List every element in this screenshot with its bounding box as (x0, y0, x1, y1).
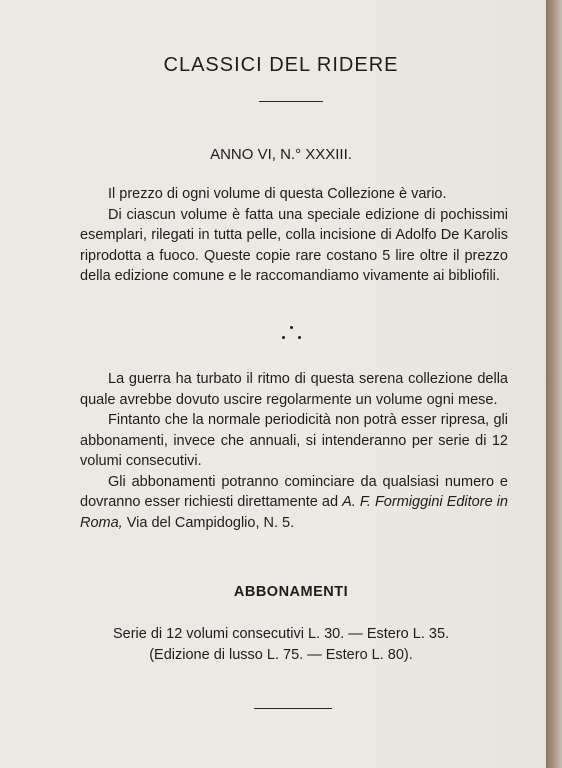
subscription-start-paragraph (80, 472, 508, 534)
subscription-price-standard: Serie di 12 volumi consecutivi L. 30. — Estero L. 35. (112, 626, 450, 642)
title-divider (259, 101, 323, 102)
subscription-start-text: Gli abbonamenti potranno cominciare da qualsiasi numero e dovranno esser richiesti direttamente ad (80, 473, 508, 510)
war-notice-section (80, 369, 508, 533)
page-title: CLASSICI DEL RIDERE (163, 54, 399, 76)
intro-section (80, 184, 508, 287)
intro-price-paragraph: Il prezzo di ogni volume di questa Collezione è vario. (108, 186, 447, 202)
bottom-divider (254, 708, 332, 709)
war-notice-paragraph: La guerra ha turbato il ritmo di questa serena collezione della quale avrebbe dovuto uscire regolarmente un volume ogni mese. (80, 371, 508, 408)
subscription-price-luxury: (Edizione di lusso L. 75. — Estero L. 80). (149, 647, 413, 663)
publisher-name: A. F. Formiggini Editore in Roma, (80, 494, 508, 531)
issue-number: ANNO VI, N.° XXXIII. (210, 146, 352, 163)
asterism-ornament (279, 326, 307, 342)
subscriptions-heading: ABBONAMENTI (233, 584, 349, 600)
intro-luxury-edition-paragraph: Di ciascun volume è fatta una speciale edizione di pochissimi esemplari, rilegati in tutta pelle, colla incisione di Adolfo De Karolis riprodotta a fuoco. Queste copie rare costano 5 lire oltre il prezzo della edizione comune e le raccomandiamo vivamente ai bibliofili. (80, 206, 508, 284)
publisher-address: Via del Campidoglio, N. 5. (122, 514, 295, 531)
periodicity-paragraph: Fintanto che la normale periodicità non potrà esser ripresa, gli abbonamenti, invece che annuali, si intenderanno per serie di 12 volumi consecutivi. (80, 412, 508, 469)
